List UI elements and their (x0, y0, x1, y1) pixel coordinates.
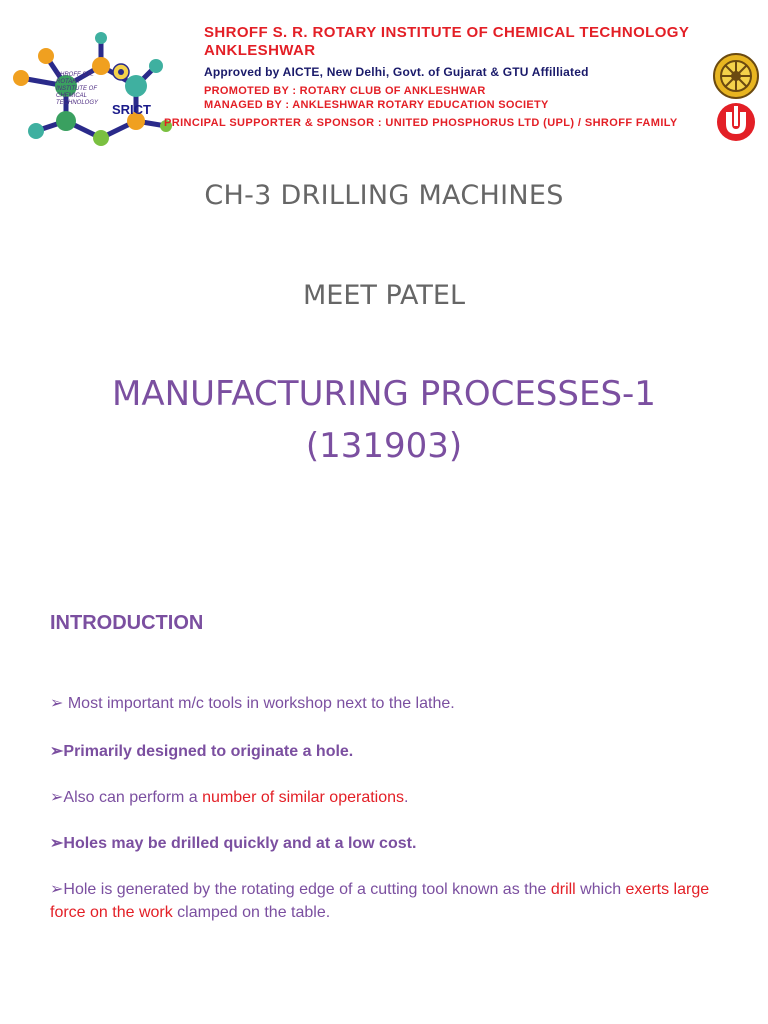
bullet-text: clamped on the table. (172, 904, 331, 921)
arrow-bullet-icon: ➢ (50, 743, 64, 760)
highlighted-text: number of similar operations (202, 789, 405, 806)
approval-line: Approved by AICTE, New Delhi, Govt. of Gujarat & GTU Affilliated (204, 65, 589, 79)
rotary-wheel-icon (712, 52, 760, 100)
bullet-item (50, 692, 730, 715)
header-banner (0, 0, 768, 160)
institute-details (204, 24, 724, 112)
course-code: (131903) (305, 426, 463, 466)
highlighted-text: exerts large force on the work (50, 881, 710, 921)
author-name: MEET PATEL (302, 280, 465, 311)
bullet-text: Primarily designed to originate a hole. (63, 743, 354, 760)
managed-by-line: MANAGED BY : ANKLESHWAR ROTARY EDUCATION SOCIETY (204, 99, 549, 111)
bullet-item (50, 786, 730, 809)
course-name: MANUFACTURING PROCESSES-1 (112, 374, 656, 414)
chapter-title: CH-3 DRILLING MACHINES (204, 180, 564, 211)
institute-name: SHROFF S. R. ROTARY INSTITUTE OF CHEMICAL TECHNOLOGY (204, 24, 690, 41)
bullet-text: Holes may be drilled quickly and at a low cost. (63, 835, 417, 852)
section-heading: INTRODUCTION (50, 612, 204, 634)
bullet-text: Hole is generated by the rotating edge of a cutting tool known as the (63, 881, 551, 898)
bullet-item (50, 740, 730, 763)
bullet-text: Most important m/c tools in workshop next to the lathe. (63, 695, 455, 712)
institute-location: ANKLESHWAR (204, 42, 316, 59)
course-title (0, 368, 768, 472)
bullet-text: which (575, 881, 626, 898)
bullet-text: . (404, 789, 409, 806)
sponsor-line: PRINCIPAL SUPPORTER & SPONSOR : UNITED PHOSPHORUS LTD (UPL) / SHROFF FAMILY (164, 117, 678, 129)
arrow-bullet-icon: ➢ (50, 695, 64, 712)
logo-abbreviation: SRICT (112, 102, 151, 117)
bullet-item (50, 878, 730, 924)
logo-caption: SHROFF S.R. ROTARY INSTITUTE OF CHEMICAL TECHNOLOGY (56, 72, 99, 106)
promoted-by-line: PROMOTED BY : ROTARY CLUB OF ANKLESHWAR (204, 85, 486, 97)
upl-logo-icon (714, 102, 758, 142)
bullet-item (50, 832, 730, 855)
bullet-text: Also can perform a (63, 789, 203, 806)
arrow-bullet-icon: ➢ (50, 881, 64, 898)
highlighted-text: drill (550, 881, 576, 898)
arrow-bullet-icon: ➢ (50, 789, 64, 806)
arrow-bullet-icon: ➢ (50, 835, 64, 852)
